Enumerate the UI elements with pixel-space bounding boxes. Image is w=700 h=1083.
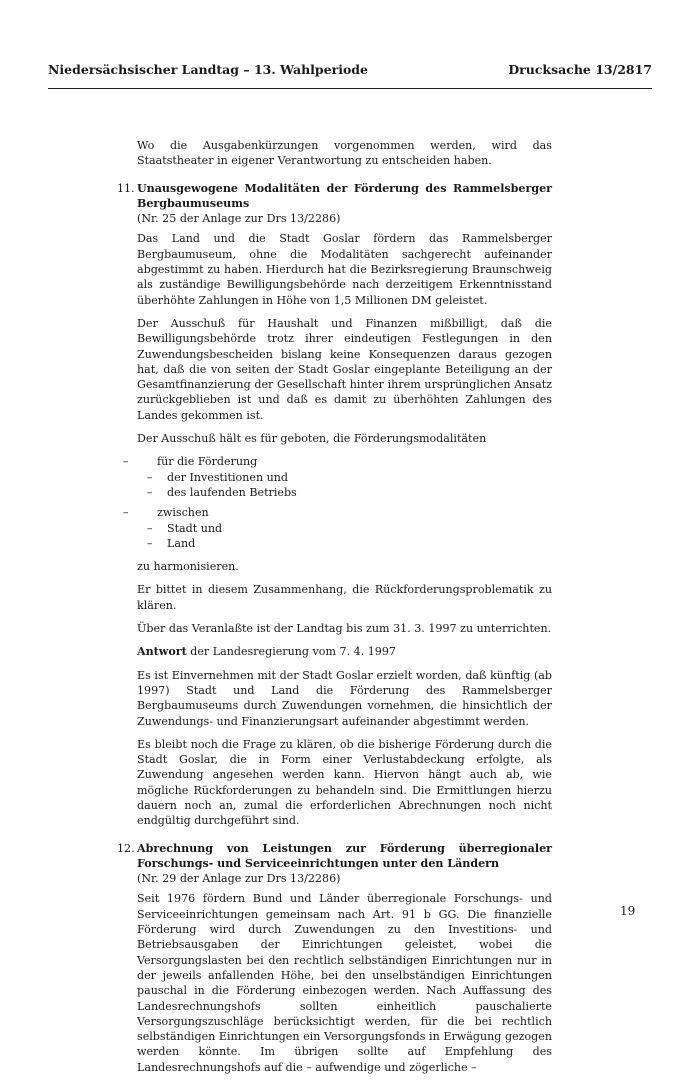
dash-bullet: – — [147, 521, 153, 535]
list-group — [123, 505, 552, 551]
paragraph: Er bittet in diesem Zusammenhang, die Rückforderungsproblematik zu klären. — [137, 583, 552, 612]
section-number: 11. — [117, 181, 135, 195]
dash-bullet: – — [123, 455, 129, 469]
document-body — [117, 138, 552, 1083]
paragraph: Seit 1976 fördern Bund und Länder überregionale Forschungs- und Serviceeinrichtungen gemeinsam nach Art. 91 b GG. Die finanzielle Förderung wird durch Zuwendungen zu den Investitions- und Betriebsausgaben der Einrichtungen geleistet, wobei die Versorgungslasten bei den rechtlich selbständigen Einrichtungen nur in der jeweils anfallenden Höhe, bei den unselbständigen Einrichtungen pauschal in die Förderung einbezogen werden. Nach Auffassung des Landesrechnungshofs sollten einheitlich pauschalierte Versorgungszuschläge berücksichtigt werden, für die bei rechtlich selbständigen Einrichtungen ein Versorgungsfonds in Erwägung gezogen werden könnte. Im übrigen sollte auf Empfehlung des Landesrechnungshofs auf die – aufwendige und zögerliche – — [137, 892, 552, 1074]
list-subitem — [137, 485, 552, 500]
document-number: Drucksache 13/2817 — [508, 62, 652, 77]
list-item — [123, 505, 552, 520]
answer-label: Antwort — [137, 645, 187, 659]
modalities-list — [123, 454, 552, 551]
section-reference: (Nr. 29 der Anlage zur Drs 13/2286) — [137, 872, 341, 886]
list-subitem-text: Land — [167, 536, 196, 550]
section-11 — [117, 181, 552, 829]
page-header — [48, 62, 652, 82]
dash-bullet: – — [147, 485, 153, 499]
list-subitem-text: Stadt und — [167, 521, 223, 535]
paragraph: Es ist Einvernehmen mit der Stadt Goslar erzielt worden, daß künftig (ab 1997) Stadt und Land die Förderung des Rammelsberger Bergbaumuseums durch Zuwendungen vornehmen, die hinsichtlich der Zuwendungs- und Finanzierungsart aufeinander abgestimmt werden. — [137, 668, 552, 728]
list-subitem-text: des laufenden Betriebs — [167, 485, 297, 499]
page-number: 19 — [620, 904, 636, 918]
paragraph: Das Land und die Stadt Goslar fördern das Rammelsberger Bergbaumuseum, ohne die Modalitäten sachgerecht aufeinander abgestimmt zu haben. Hierdurch hat die Bezirksregierung Braunschweig als zuständige Bewilligungsbehörde nach derzeitigem Erkenntnisstand überhöhte Zahlungen in Höhe von 1,5 Millionen DM geleistet. — [137, 232, 552, 307]
list-subitem — [137, 470, 552, 485]
section-12 — [117, 841, 552, 1075]
section-title: Unausgewogene Modalitäten der Förderung des Rammelsberger Bergbaumuseums — [137, 181, 552, 210]
list-subitem — [137, 521, 552, 536]
list-group — [123, 454, 552, 500]
list-item-text: für die Förderung — [157, 455, 258, 469]
answer-heading — [137, 644, 552, 659]
list-item — [123, 454, 552, 469]
paragraph: zu harmonisieren. — [137, 560, 239, 574]
list-subitem-text: der Investitionen und — [167, 470, 289, 484]
dash-bullet: – — [123, 506, 129, 520]
paragraph: Es bleibt noch die Frage zu klären, ob die bisherige Förderung durch die Stadt Goslar, die in Form einer Verlustabdeckung erfolgte, als Zuwendung angesehen werden kann. Hiervon hängt auch ab, wie mögliche Rückforderungen zu behandeln sind. Die Ermittlungen hierzu dauern noch an, zumal die erforderlichen Abrechnungen noch nicht endgültig durchgeführt sind. — [137, 737, 552, 828]
paragraph: Über das Veranlaßte ist der Landtag bis zum 31. 3. 1997 zu unterrichten. — [137, 622, 552, 636]
section-reference: (Nr. 25 der Anlage zur Drs 13/2286) — [137, 212, 341, 226]
dash-bullet: – — [147, 536, 153, 550]
intro-paragraph: Wo die Ausgabenkürzungen vorgenommen werden, wird das Staatstheater in eigener Verantwortung zu entscheiden haben. — [137, 139, 552, 168]
list-item-text: zwischen — [157, 506, 209, 520]
header-title: Niedersächsischer Landtag – 13. Wahlperiode — [48, 62, 368, 77]
dash-bullet: – — [147, 470, 153, 484]
list-subitem — [137, 536, 552, 551]
paragraph: Der Ausschuß für Haushalt und Finanzen mißbilligt, daß die Bewilligungsbehörde trotz ihrer eindeutigen Festlegungen in den Zuwendungsbescheiden bislang keine Konsequenzen daraus gezogen hat, daß die von seiten der Stadt Goslar eingeplante Beteiligung an der Gesamtfinanzierung der Gesellschaft hinter ihrem ursprünglichen Ansatz zurückgeblieben ist und daß es damit zu überhöhten Zahlungen des Landes gekommen ist. — [137, 316, 552, 422]
paragraph: Der Ausschuß hält es für geboten, die Förderungsmodalitäten — [137, 432, 487, 446]
section-title: Abrechnung von Leistungen zur Förderung überregionaler Forschungs- und Serviceeinrichtungen unter den Ländern — [137, 841, 552, 870]
answer-date: der Landesregierung vom 7. 4. 1997 — [186, 645, 396, 659]
section-number: 12. — [117, 841, 135, 855]
header-rule — [48, 88, 652, 89]
